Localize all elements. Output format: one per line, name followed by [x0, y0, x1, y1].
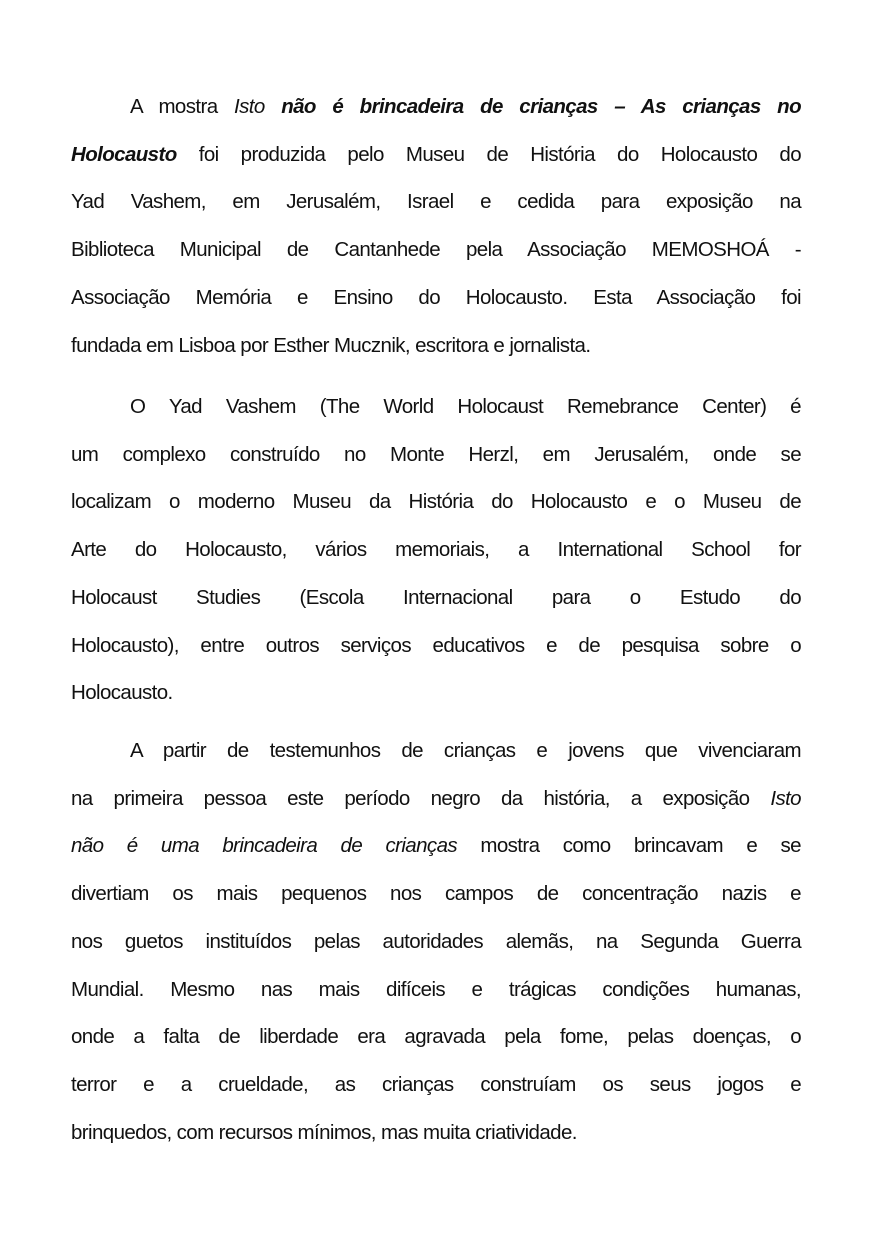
text-line: [71, 535, 801, 565]
text-line: [71, 583, 801, 613]
text-run: divertiam os mais pequenos nos campos de concentração nazis e: [71, 882, 801, 906]
text-line: [71, 879, 801, 909]
text-run: onde a falta de liberdade era agravada pela fome, pelas doenças, o: [71, 1025, 801, 1049]
text-run: Holocausto), entre outros serviços educativos e de pesquisa sobre o: [71, 633, 801, 657]
text-line: [130, 92, 801, 122]
text-line: [130, 736, 801, 766]
text-line: [71, 140, 801, 170]
text-line: [71, 1070, 801, 1100]
text-line: [130, 392, 801, 422]
text-run: Mundial. Mesmo nas mais difíceis e trágicas condições humanas,: [71, 977, 801, 1001]
text-line: [71, 678, 801, 708]
text-line: [71, 235, 801, 265]
text-run: brinquedos, com recursos mínimos, mas muita criatividade.: [71, 1120, 577, 1144]
text-run: Associação Memória e Ensino do Holocausto. Esta Associação foi: [71, 285, 801, 309]
text-run: Arte do Holocausto, vários memoriais, a International School for: [71, 538, 801, 562]
italic-text-run: Isto: [770, 786, 801, 810]
bold-italic-text-run: não é brincadeira de crianças – As crianças no: [281, 95, 802, 118]
text-run: [265, 95, 282, 118]
text-run: localizam o moderno Museu da História do Holocausto e o Museu de: [71, 490, 801, 514]
italic-text-run: não é uma brincadeira de crianças: [71, 834, 458, 858]
text-line: [71, 1022, 801, 1052]
text-run: Holocausto.: [71, 681, 173, 705]
text-line: [71, 331, 801, 361]
text-line: [71, 283, 801, 313]
text-line: [71, 631, 801, 661]
text-run: foi produzida pelo Museu de História do Holocausto do: [176, 142, 801, 166]
text-line: [71, 487, 801, 517]
text-line: [71, 440, 801, 470]
text-run: O Yad Vashem (The World Holocaust Remebrance Center) é: [130, 395, 801, 418]
text-run: Yad Vashem, em Jerusalém, Israel e cedida para exposição na: [71, 190, 801, 214]
text-run: A mostra: [130, 95, 235, 118]
text-run: na primeira pessoa este período negro da história, a exposição: [71, 786, 771, 810]
text-run: Holocaust Studies (Escola Internacional para o Estudo do: [71, 585, 801, 609]
text-line: [71, 187, 801, 217]
text-run: um complexo construído no Monte Herzl, em Jerusalém, onde se: [71, 442, 801, 466]
text-run: A partir de testemunhos de crianças e jovens que vivenciaram: [130, 739, 801, 762]
text-line: [71, 831, 801, 861]
text-line: [71, 975, 801, 1005]
italic-text-run: Isto: [234, 95, 265, 118]
text-line: [71, 784, 801, 814]
text-line: [71, 927, 801, 957]
text-run: nos guetos instituídos pelas autoridades alemãs, na Segunda Guerra: [71, 929, 801, 953]
text-run: mostra como brincavam e se: [457, 834, 801, 858]
bold-italic-text-run: Holocausto: [71, 142, 177, 166]
text-run: Biblioteca Municipal de Cantanhede pela Associação MEMOSHOÁ -: [71, 238, 801, 262]
text-run: terror e a crueldade, as crianças construíam os seus jogos e: [71, 1072, 801, 1096]
text-line: [71, 1118, 801, 1148]
text-run: fundada em Lisboa por Esther Mucznik, escritora e jornalista.: [71, 333, 591, 357]
